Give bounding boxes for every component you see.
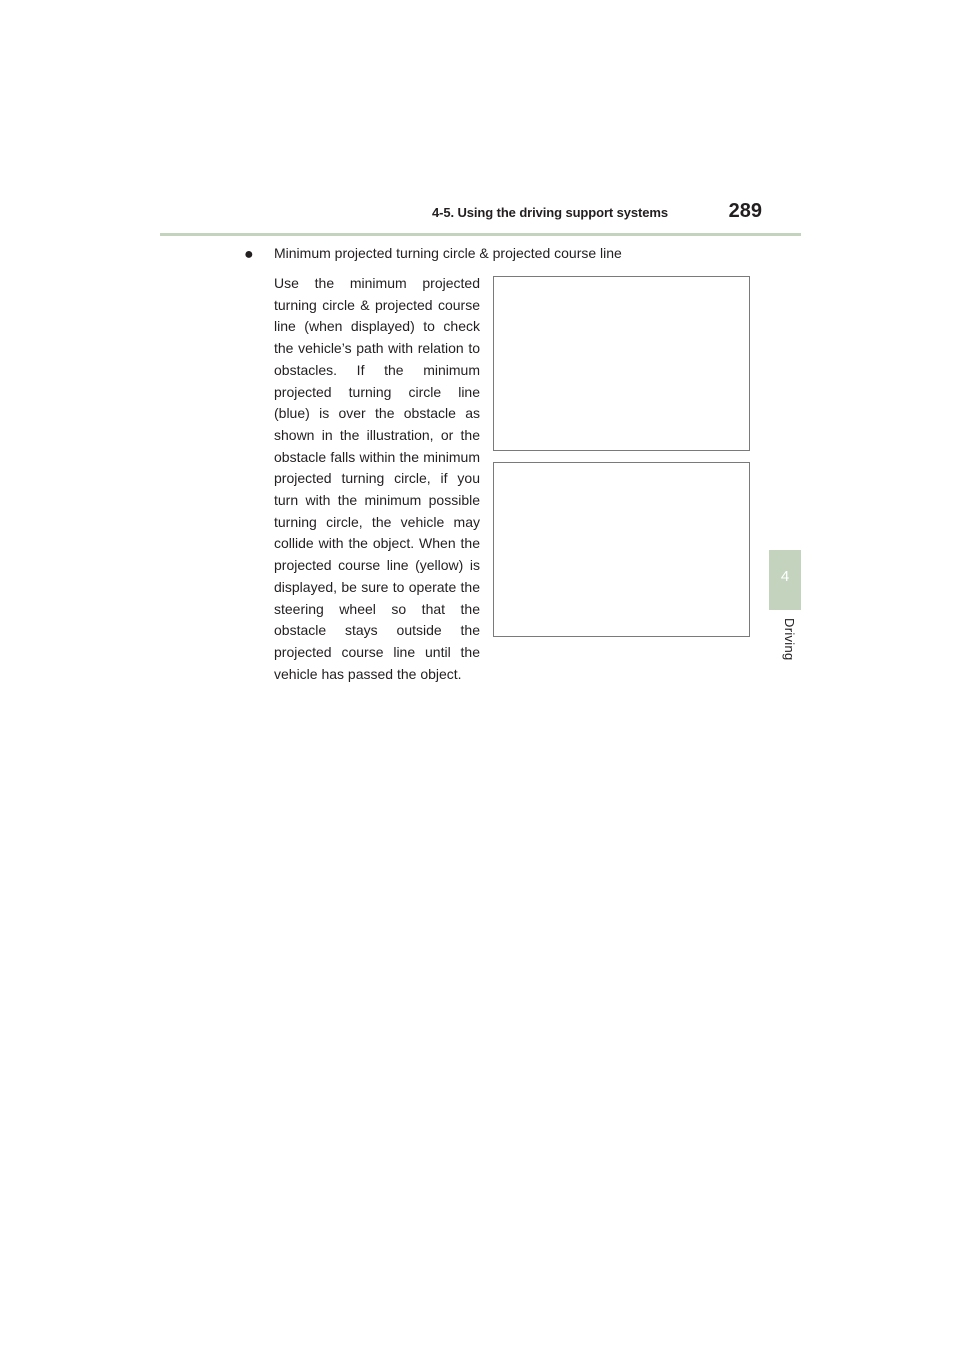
- section-header-title: 4-5. Using the driving support systems: [431, 205, 668, 220]
- page-number: 289: [728, 200, 762, 222]
- illustration-frame-bottom: [493, 462, 750, 637]
- chapter-tab: [769, 550, 801, 610]
- bullet-icon: ●: [244, 246, 254, 263]
- chapter-label: Driving: [782, 618, 797, 661]
- chapter-number: 4: [780, 568, 790, 585]
- header-divider: [160, 233, 801, 236]
- illustration-frame-top: [493, 276, 750, 451]
- body-paragraph: Use the minimum projected turning circle & projected course line (when displayed) to check the vehicle’s path with relation to obstacles. If the minimum projected turning circle line (blue) is over the obstacle as shown in the illustration, or the obstacle falls within the minimum projected turning circle, if you turn with the minimum possible turning circle, the vehicle may collide with the object. When the projected course line (yellow) is displayed, be sure to operate the steering wheel so that the obstacle stays outside the projected course line until the vehicle has passed the object.: [274, 275, 480, 682]
- item-title: Minimum projected turning circle & projected course line: [274, 245, 622, 261]
